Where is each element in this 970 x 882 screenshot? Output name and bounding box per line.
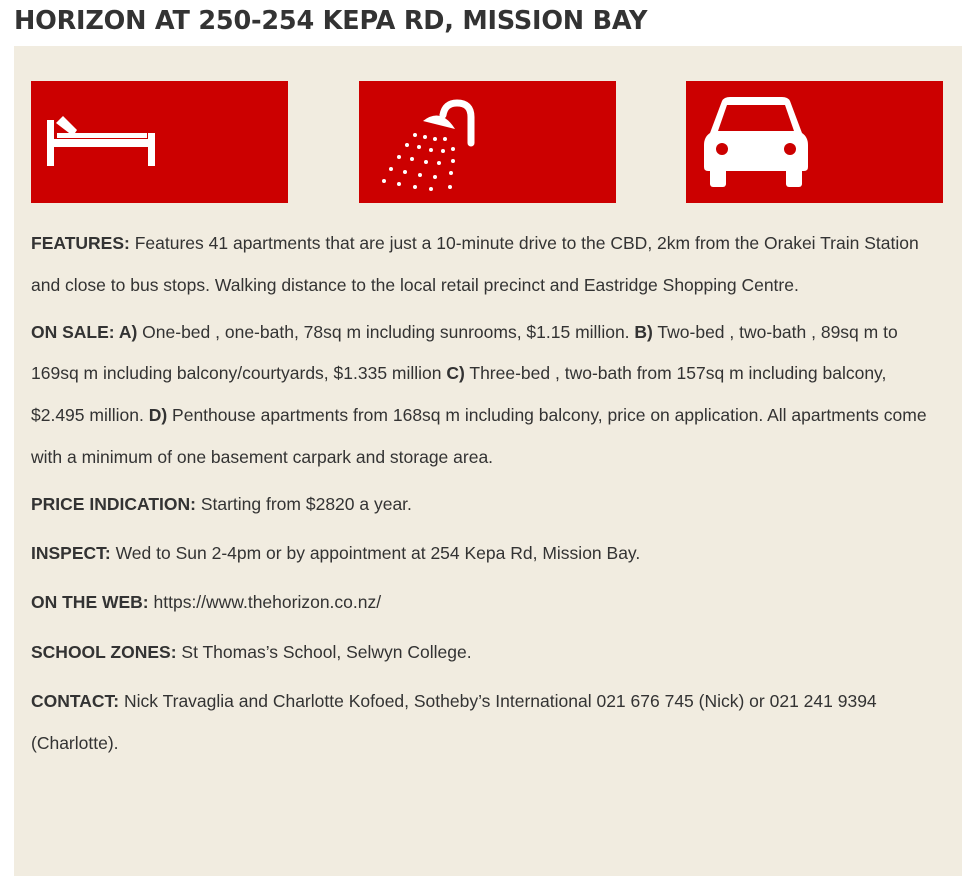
features-label: FEATURES:	[31, 233, 130, 253]
school-zones-text: St Thomas’s School, Selwyn College.	[176, 641, 472, 662]
on-sale-label: ON SALE:	[31, 321, 115, 342]
price-indication-paragraph	[31, 484, 943, 526]
bathrooms-tile	[359, 81, 616, 203]
option-d-text: Penthouse apartments from 168sq m including balcony, price on application. All apartments come with a minimum of one basement carpark and storage area.	[31, 405, 927, 467]
price-indication-label: PRICE INDICATION:	[31, 493, 196, 514]
on-the-web-label: ON THE WEB:	[31, 592, 149, 613]
inspect-text: Wed to Sun 2-4pm or by appointment at 254 Kepa Rd, Mission Bay.	[110, 543, 641, 564]
option-c-label: C)	[441, 363, 465, 384]
option-d-label: D)	[143, 405, 168, 426]
inspect-label: INSPECT:	[31, 543, 111, 564]
inspect-paragraph	[31, 533, 943, 575]
contact-label: CONTACT:	[31, 690, 120, 711]
features-text: Features 41 apartments that are just a 10-minute drive to the CBD, 2km from the Orakei Train Station and close to bus stops. Walking distance to the local retail precinct and Eastridge Shopping Centre.	[31, 233, 919, 295]
contact-text: Nick Travaglia and Charlotte Kofoed, Sotheby’s International 021 676 745 (Nick) or 021 241 9394 (Charlotte).	[31, 690, 877, 753]
option-a-text: One-bed , one-bath, 78sq m including sunrooms, $1.15 million.	[137, 321, 630, 342]
listing-panel	[14, 46, 962, 876]
feature-icons-row	[31, 81, 943, 203]
contact-paragraph	[31, 681, 943, 765]
bed-icon	[47, 116, 157, 171]
shower-icon	[375, 95, 485, 195]
option-b-text: Two-bed , two-bath , 89sq m to 169sq m including balcony/courtyards, $1.335 million	[31, 321, 898, 384]
parking-tile	[686, 81, 943, 203]
price-indication-text: Starting from $2820 a year.	[195, 493, 412, 514]
on-sale-paragraph	[31, 312, 943, 479]
website-link[interactable]: https://www.thehorizon.co.nz/	[148, 592, 382, 613]
school-zones-label: SCHOOL ZONES:	[31, 641, 177, 662]
on-the-web-paragraph	[31, 582, 943, 624]
option-c-text: Three-bed , two-bath from 157sq m including balcony, $2.495 million.	[31, 363, 887, 426]
option-b-label: B)	[629, 321, 653, 342]
page-title: HORIZON AT 250-254 KEPA RD, MISSION BAY	[14, 6, 648, 36]
school-zones-paragraph	[31, 632, 943, 674]
car-icon	[702, 97, 810, 189]
bedrooms-tile	[31, 81, 288, 203]
listing-details	[31, 223, 943, 770]
option-a-label: A)	[114, 321, 138, 342]
features-paragraph	[31, 223, 943, 307]
